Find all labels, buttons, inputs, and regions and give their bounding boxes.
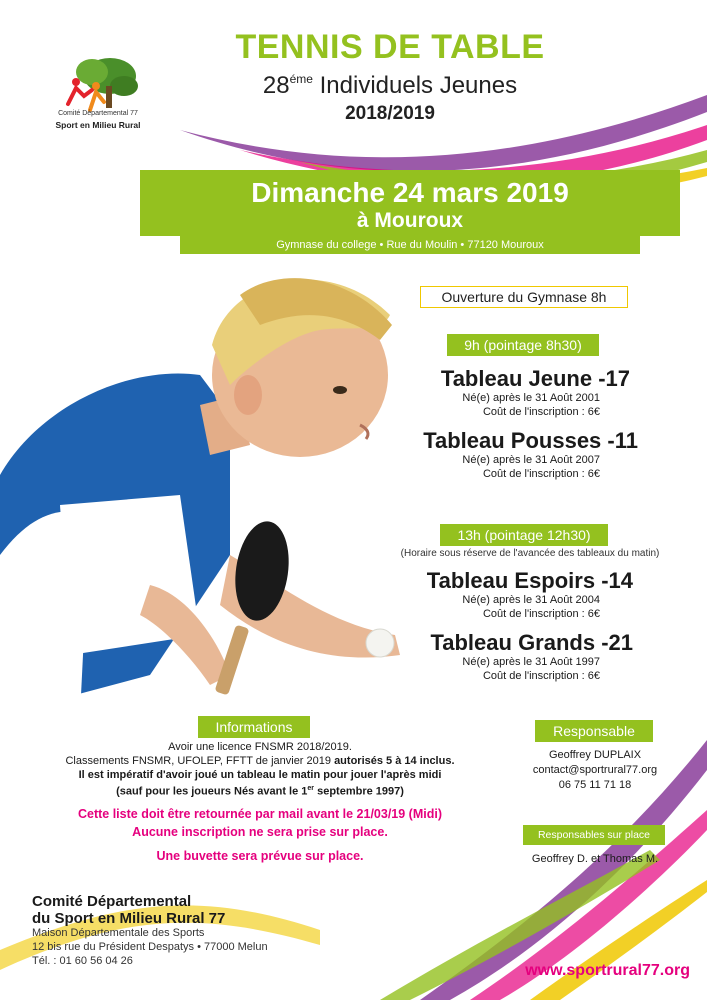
- season: 2018/2019: [345, 103, 435, 124]
- event-title: TENNIS DE TABLE: [235, 28, 545, 66]
- category-birth-rule: Né(e) après le 31 Août 2007: [462, 454, 600, 466]
- category-fee: Coût de l'inscription : 6€: [482, 608, 600, 620]
- event-place: à Mouroux: [356, 209, 464, 232]
- category-fee: Coût de l'inscription : 6€: [482, 670, 600, 682]
- logo-caption-line2: Sport en Milieu Rural: [55, 120, 141, 130]
- no-onsite-registration: Aucune inscription ne sera prise sur place.: [132, 825, 388, 839]
- refreshment-notice: Une buvette sera prévue sur place.: [156, 849, 364, 863]
- event-address: Gymnase du college • Rue du Moulin • 77120 Mouroux: [276, 239, 544, 251]
- info-exception: (sauf pour les joueurs Nés avant le 1er septembre 1997): [116, 785, 404, 798]
- category-title: Tableau Espoirs -14: [426, 568, 633, 593]
- footer-address-line2: 12 bis rue du Président Despatys • 77000 Melun: [32, 941, 268, 953]
- footer-org-name-line2: du Sport en Milieu Rural 77: [32, 910, 226, 927]
- responsible-contact: [490, 748, 700, 793]
- event-date: Dimanche 24 mars 2019: [251, 177, 569, 208]
- return-deadline: Cette liste doit être retournée par mail avant le 21/03/19 (Midi): [77, 807, 442, 821]
- gym-opening-time: Ouverture du Gymnase 8h: [420, 286, 628, 308]
- category-title: Tableau Pousses -11: [423, 428, 638, 453]
- footer-phone: Tél. : 01 60 56 04 26: [32, 955, 133, 967]
- category-fee: Coût de l'inscription : 6€: [482, 468, 600, 480]
- responsible-phone[interactable]: 06 75 11 71 18: [558, 779, 632, 791]
- afternoon-slot: 13h (pointage 12h30): [440, 524, 608, 546]
- category-title: Tableau Grands -21: [430, 630, 633, 655]
- info-label: Informations: [198, 716, 310, 738]
- footer-org-name-line1: Comité Départemental: [32, 893, 192, 910]
- info-license: Avoir une licence FNSMR 2018/2019.: [168, 741, 352, 753]
- onsite-responsible-names: Geoffrey D. et Thomas M.: [531, 853, 659, 865]
- category-birth-rule: Né(e) après le 31 Août 2001: [462, 392, 600, 404]
- event-subtitle: $28^{éme}$ Individuels Jeunes: [262, 72, 518, 99]
- onsite-responsible-label: Responsables sur place: [523, 825, 665, 845]
- info-rankings: Classements FNSMR, UFOLEP, FFTT de janvier 2019 autorisés 5 à 14 inclus.: [65, 755, 455, 767]
- responsible-label: Responsable: [535, 720, 653, 742]
- responsible-name: Geoffrey DUPLAIX: [548, 749, 642, 761]
- footer-address-line1: Maison Départementale des Sports: [32, 927, 205, 939]
- logo-caption-line1: Comité Départemental 77: [58, 110, 138, 117]
- info-body: [20, 740, 500, 799]
- morning-slot: 9h (pointage 8h30): [447, 334, 599, 356]
- website-link[interactable]: www.sportrural77.org: [525, 962, 690, 979]
- responsible-email[interactable]: contact@sportrural77.org: [532, 764, 658, 776]
- afternoon-note: (Horaire sous réserve de l'avancée des tableaux du matin): [400, 548, 660, 559]
- category-fee: Coût de l'inscription : 6€: [482, 406, 600, 418]
- category-birth-rule: Né(e) après le 31 Août 2004: [462, 594, 600, 606]
- category-title: Tableau Jeune -17: [440, 366, 630, 391]
- category-birth-rule: Né(e) après le 31 Août 1997: [462, 656, 600, 668]
- info-rule: Il est impératif d'avoir joué un tableau le matin pour jouer l'après midi: [78, 769, 442, 781]
